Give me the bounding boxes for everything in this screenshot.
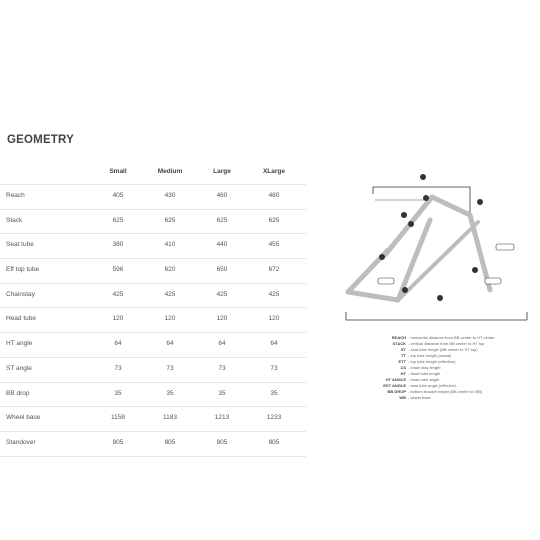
legend-description: - seat tube angle (effective) <box>408 383 457 388</box>
table-row <box>0 184 306 209</box>
table-cell: 672 <box>268 266 280 274</box>
legend-key: CS <box>400 365 406 370</box>
legend-key: ST <box>400 347 406 352</box>
table-cell: 380 <box>112 241 124 249</box>
table-cell: 1158 <box>111 414 125 422</box>
table-cell: 596 <box>112 266 124 274</box>
table-cell: 425 <box>112 290 124 298</box>
table-cell: 73 <box>114 364 122 372</box>
column-header: Medium <box>157 168 183 175</box>
table-cell: 35 <box>166 389 174 397</box>
column-header: Large <box>213 168 231 175</box>
row-label: Stack <box>6 216 23 224</box>
table-row <box>0 382 306 407</box>
legend <box>350 335 530 401</box>
row-label: Head tube <box>6 315 36 323</box>
row-label: ST angle <box>6 364 32 372</box>
legend-description: - horizontal distance from BB center to HT center <box>408 335 495 340</box>
legend-description: - chain stay length <box>408 365 441 370</box>
table-cell: 35 <box>218 389 226 397</box>
legend-description: - head tube length <box>408 371 441 376</box>
table-cell: 625 <box>216 216 228 224</box>
legend-key: WB <box>399 395 406 400</box>
table-row <box>0 233 306 258</box>
legend-description: - vertical distance from BB center to HT top <box>408 341 485 346</box>
row-label: Reach <box>6 192 25 199</box>
table-cell: 120 <box>216 315 228 323</box>
legend-description: - top tube length (actual) <box>408 353 452 358</box>
table-cell: 650 <box>216 266 228 274</box>
legend-key: TT <box>401 353 406 358</box>
row-label: BB drop <box>6 389 30 397</box>
legend-description: - bottom bracket height (BB center to WB) <box>408 389 483 394</box>
table-row <box>0 307 306 332</box>
table-cell: 805 <box>216 438 228 446</box>
table-cell: 35 <box>270 389 278 397</box>
legend-description: - seat tube length (BB center to ST top) <box>408 347 478 352</box>
table-cell: 120 <box>112 315 124 323</box>
table-row <box>0 258 306 283</box>
table-header <box>0 160 306 184</box>
ett-marker <box>423 195 429 201</box>
table-cell: 64 <box>114 340 122 348</box>
table-cell: 805 <box>268 438 280 446</box>
row-label: Wheel base <box>6 414 41 422</box>
row-label: Eff top tube <box>6 266 40 274</box>
table-cell: 73 <box>166 364 174 372</box>
table-cell: 455 <box>268 241 280 249</box>
table-cell: 425 <box>164 290 176 298</box>
table-cell: 1183 <box>163 414 177 422</box>
table-cell: 805 <box>164 438 176 446</box>
table-cell: 620 <box>164 266 176 274</box>
table-cell: 35 <box>114 389 122 397</box>
geometry-table <box>0 160 306 457</box>
table-cell: 64 <box>166 340 174 348</box>
table-cell: 430 <box>164 192 176 199</box>
page-title: GEOMETRY <box>7 134 74 146</box>
column-header: XLarge <box>262 168 286 175</box>
table-row <box>0 406 306 431</box>
legend-key: REACH <box>391 335 406 340</box>
table-row <box>0 209 306 234</box>
reach-marker <box>420 174 426 180</box>
table-cell: 425 <box>216 290 228 298</box>
legend-key: EST ANGLE <box>383 383 406 388</box>
table-cell: 73 <box>270 364 278 372</box>
column-header: Small <box>109 168 127 175</box>
legend-description: - wheel base <box>408 395 431 400</box>
table-row <box>0 283 306 308</box>
table-cell: 64 <box>218 340 226 348</box>
legend-item <box>350 395 530 401</box>
table-cell: 64 <box>270 340 278 348</box>
table-cell: 625 <box>164 216 176 224</box>
row-label: Seat tube <box>6 241 34 249</box>
table-row <box>0 332 306 357</box>
legend-key: BB DROP <box>387 389 406 394</box>
table-row <box>0 431 306 457</box>
row-label: Standover <box>6 438 36 446</box>
legend-key: STACK <box>392 341 406 346</box>
table-cell: 440 <box>216 241 228 249</box>
table-cell: 625 <box>268 216 280 224</box>
frame-tubes <box>348 197 490 300</box>
table-cell: 1213 <box>214 414 230 422</box>
row-label: HT angle <box>6 340 33 348</box>
table-cell: 120 <box>268 315 280 323</box>
table-cell: 460 <box>216 192 228 199</box>
table-cell: 410 <box>164 241 176 249</box>
row-label: Chainstay <box>6 290 35 298</box>
legend-key: ETT <box>398 359 406 364</box>
table-cell: 480 <box>268 192 280 199</box>
table-cell: 425 <box>268 290 280 298</box>
legend-key: HT <box>400 371 406 376</box>
table-cell: 805 <box>112 438 124 446</box>
legend-description: - head tube angle <box>408 377 440 382</box>
table-cell: 625 <box>112 216 124 224</box>
table-cell: 405 <box>112 192 124 199</box>
table-cell: 1233 <box>266 414 282 422</box>
table-cell: 73 <box>218 364 226 372</box>
table-row <box>0 357 306 382</box>
legend-description: - top tube length (effective) <box>408 359 456 364</box>
legend-key: HT ANGLE <box>385 377 406 382</box>
table-cell: 120 <box>164 315 176 323</box>
